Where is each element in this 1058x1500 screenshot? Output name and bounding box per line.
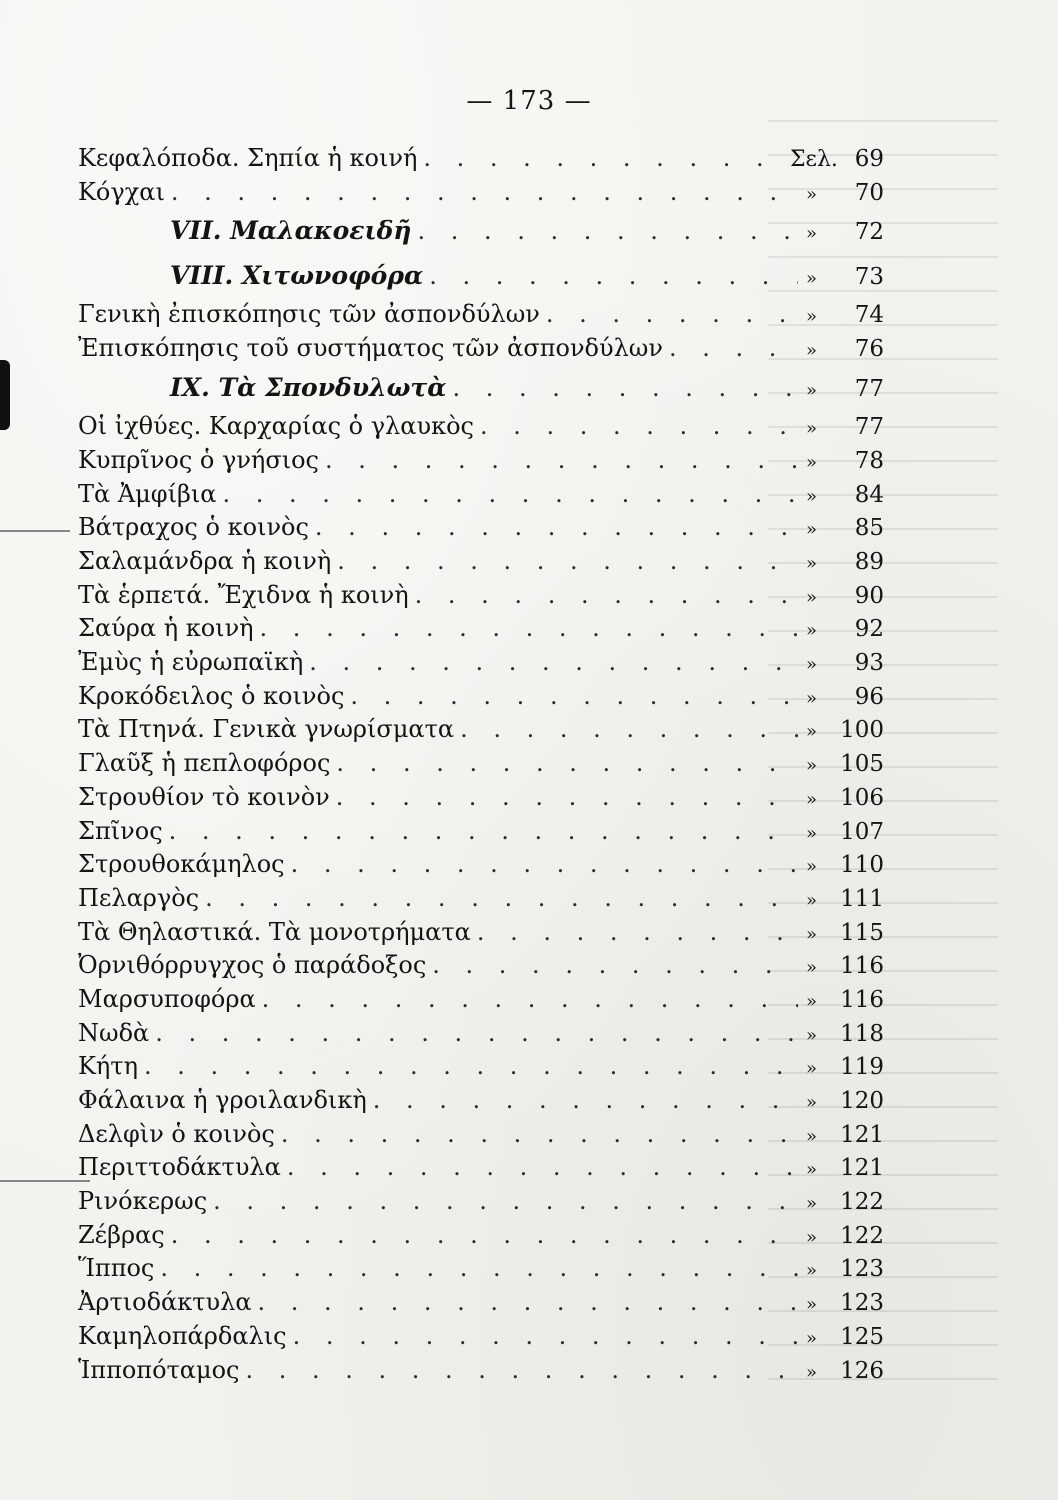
dot-leader xyxy=(205,882,798,915)
page-ref-marker: » xyxy=(806,223,818,245)
page-ref-marker: » xyxy=(806,721,818,743)
toc-page-number: 123 xyxy=(840,1290,884,1317)
toc-entry-title: Τὰ Θηλαστικά. Τὰ μονοτρήματα xyxy=(78,917,471,946)
toc-page-number: 78 xyxy=(854,447,884,474)
dot-leader xyxy=(460,713,798,746)
toc-entry xyxy=(78,612,884,646)
dot-leader xyxy=(169,815,798,848)
toc-entry xyxy=(78,1354,884,1388)
toc-entry-title: Τὰ Ἀμφίβια xyxy=(78,479,217,508)
toc-page-number: 106 xyxy=(840,784,884,811)
toc-entry-title: Ἀρτιοδάκτυλα xyxy=(78,1288,252,1317)
page-ref-marker: » xyxy=(806,1226,818,1248)
dot-leader xyxy=(213,1185,798,1218)
toc-page-number: 93 xyxy=(854,650,884,677)
page-ref-marker: » xyxy=(806,1159,818,1181)
toc-entry xyxy=(78,1252,884,1286)
toc-page-number: 126 xyxy=(840,1357,884,1384)
toc-page-number: 90 xyxy=(854,582,884,609)
dot-leader xyxy=(337,545,798,578)
toc-page-number: 73 xyxy=(854,263,884,290)
dot-leader xyxy=(669,332,798,365)
dot-leader xyxy=(262,983,798,1016)
toc-page-number: 116 xyxy=(840,986,884,1013)
toc-entry-title: Ζέβρας xyxy=(78,1220,165,1249)
dot-leader xyxy=(546,298,798,331)
toc-page-number: 92 xyxy=(854,616,884,643)
page-crease xyxy=(0,530,70,532)
toc-entry xyxy=(78,511,884,545)
toc-entry xyxy=(78,949,884,983)
toc-section-heading xyxy=(78,254,884,299)
dot-leader xyxy=(171,176,798,209)
page-ref-marker: » xyxy=(806,267,818,289)
toc-entry xyxy=(78,410,884,444)
toc-page-number: 89 xyxy=(854,549,884,575)
toc-entry xyxy=(78,332,884,366)
binding-edge-mark xyxy=(0,360,10,430)
toc-entry xyxy=(78,176,884,210)
toc-entry-title: Ὀρνιθόρρυγχος ὁ παράδοξος xyxy=(78,951,427,980)
page-crease xyxy=(0,1180,90,1182)
dot-leader xyxy=(315,511,798,544)
dot-leader xyxy=(480,410,798,443)
toc-entry-title: Ἱπποπόταμος xyxy=(78,1355,240,1384)
page-ref-marker: » xyxy=(806,1125,818,1147)
toc-entry xyxy=(78,747,884,781)
dot-leader xyxy=(429,254,798,298)
dot-leader xyxy=(373,1084,798,1117)
page-ref-marker: » xyxy=(806,856,818,878)
page-ref-marker: » xyxy=(806,586,818,608)
toc-entry-title: Καμηλοπάρδαλις xyxy=(78,1321,287,1350)
page-number: — 173 — xyxy=(466,86,592,116)
toc-entry xyxy=(78,646,884,680)
dot-leader xyxy=(309,646,798,679)
toc-entry-title: Ἐμὺς ἡ εὐρωπαϊκὴ xyxy=(78,648,304,677)
toc-entry xyxy=(78,815,884,849)
dot-leader xyxy=(293,1320,798,1353)
dot-leader xyxy=(291,848,798,881)
page-ref-marker: » xyxy=(806,1294,818,1316)
toc-page-number: 77 xyxy=(854,375,884,402)
dot-leader xyxy=(281,1118,798,1151)
toc-entry-title: VIII. Χιτωνοφόρα xyxy=(170,260,424,290)
toc-entry xyxy=(78,1084,884,1118)
dot-leader xyxy=(423,142,782,175)
toc-page-number: 70 xyxy=(854,179,884,206)
toc-entry-title: Μαρσυποφόρα xyxy=(78,984,256,1013)
toc-entry xyxy=(78,680,884,714)
toc-page-number: 72 xyxy=(854,219,884,246)
toc-entry xyxy=(78,781,884,815)
dot-leader xyxy=(477,916,798,949)
toc-entry xyxy=(78,1017,884,1051)
dot-leader xyxy=(336,747,798,780)
toc-entry xyxy=(78,478,884,512)
toc-entry xyxy=(78,142,884,176)
dot-leader xyxy=(155,1017,798,1050)
toc-page-number: 96 xyxy=(854,683,884,710)
toc-entry-title: Σαλαμάνδρα ἡ κοινὴ xyxy=(78,547,332,575)
page-ref-marker: Σελ. xyxy=(790,147,838,172)
page-ref-marker: » xyxy=(806,687,818,709)
page-ref-marker: » xyxy=(806,1193,818,1215)
toc-entry xyxy=(78,1320,884,1354)
toc-entry-title: Ἵππος xyxy=(78,1254,155,1283)
page-ref-marker: » xyxy=(806,1327,818,1349)
toc-entry xyxy=(78,848,884,882)
page-ref-marker: » xyxy=(806,755,818,777)
dot-leader xyxy=(245,1354,798,1387)
dot-leader xyxy=(258,1286,798,1319)
toc-entry-title: Κροκόδειλος ὁ κοινὸς xyxy=(78,681,345,710)
toc-entry-title: Πελαργὸς xyxy=(78,883,200,912)
page-ref-marker: » xyxy=(806,923,818,945)
page-ref-marker: » xyxy=(806,1361,818,1383)
toc-entry-title: VII. Μαλακοειδῆ xyxy=(170,216,412,246)
page-ref-marker: » xyxy=(806,889,818,911)
toc-page-number: 105 xyxy=(840,751,884,778)
toc-entry-title: Στρουθίον τὸ κοινὸν xyxy=(78,782,330,811)
toc-entry-title: Βάτραχος ὁ κοινὸς xyxy=(78,513,309,542)
toc-entry xyxy=(78,298,884,332)
dot-leader xyxy=(222,478,798,511)
toc-entry xyxy=(78,1118,884,1152)
toc-entry-title: Γενικὴ ἐπισκόπησις τῶν ἀσπονδύλων xyxy=(78,300,540,329)
dot-leader xyxy=(350,680,798,713)
toc-entry-title: Νωδὰ xyxy=(78,1018,150,1047)
toc-page-number: 74 xyxy=(854,302,884,329)
toc-entry xyxy=(78,444,884,478)
page-ref-marker: » xyxy=(806,379,818,401)
toc-entry-title: Δελφὶν ὁ κοινὸς xyxy=(78,1119,275,1148)
toc-entry-title: Γλαῦξ ἡ πεπλοφόρος xyxy=(78,749,331,778)
table-of-contents xyxy=(78,142,884,1387)
toc-entry-title: Περιττοδάκτυλα xyxy=(78,1153,281,1182)
toc-page-number: 85 xyxy=(854,515,884,542)
page-ref-marker: » xyxy=(806,183,818,205)
toc-entry xyxy=(78,545,884,579)
toc-page-number: 125 xyxy=(840,1323,884,1350)
toc-entry xyxy=(78,1050,884,1084)
toc-entry-title: Κυπρῖνος ὁ γνήσιος xyxy=(78,445,319,474)
toc-entry-title: Ἐπισκόπησις τοῦ συστήματος τῶν ἀσπονδύλων xyxy=(78,334,663,363)
toc-section-heading xyxy=(78,209,884,254)
toc-entry-title: Ρινόκερως xyxy=(78,1187,208,1216)
dot-leader xyxy=(452,366,798,410)
toc-entry-title: Τὰ Πτηνά. Γενικὰ γνωρίσματα xyxy=(78,715,455,744)
toc-page-number: 121 xyxy=(840,1121,884,1148)
toc-entry xyxy=(78,1219,884,1253)
page-ref-marker: » xyxy=(806,620,818,642)
page-ref-marker: » xyxy=(806,306,818,328)
toc-entry xyxy=(78,579,884,613)
page-ref-marker: » xyxy=(806,418,818,440)
page-ref-marker: » xyxy=(806,519,818,541)
page-ref-marker: » xyxy=(806,553,818,574)
page-ref-marker: » xyxy=(806,822,818,844)
page-ref-marker: » xyxy=(806,451,818,473)
toc-entry-title: Τὰ ἑρπετά. Ἔχιδνα ἡ κοινὴ xyxy=(78,580,409,609)
toc-page-number: 76 xyxy=(854,336,884,363)
toc-page-number: 123 xyxy=(840,1256,884,1283)
toc-entry-title: Κεφαλόποδα. Σηπία ἡ κοινή xyxy=(78,144,418,172)
dot-leader xyxy=(325,444,798,477)
toc-entry-title: Φάλαινα ἡ γροιλανδικὴ xyxy=(78,1086,367,1114)
page-ref-marker: » xyxy=(806,1058,818,1080)
toc-page-number: 122 xyxy=(840,1189,884,1216)
dot-leader xyxy=(336,781,798,814)
dot-leader xyxy=(415,579,798,612)
toc-page-number: 122 xyxy=(840,1222,884,1249)
page-ref-marker: » xyxy=(806,788,818,810)
page-ref-marker: » xyxy=(806,990,818,1012)
toc-page-number: 111 xyxy=(840,885,884,912)
toc-page-number: 121 xyxy=(840,1155,884,1182)
page-ref-marker: » xyxy=(806,340,818,362)
toc-entry xyxy=(78,983,884,1017)
toc-page-number: 69 xyxy=(854,146,884,172)
dot-leader xyxy=(287,1151,798,1184)
toc-page-number: 116 xyxy=(840,953,884,980)
dot-leader xyxy=(432,949,798,982)
toc-entry xyxy=(78,713,884,747)
page-ref-marker: » xyxy=(806,1024,818,1046)
toc-entry-title: Στρουθοκάμηλος xyxy=(78,850,285,879)
toc-entry-title: IX. Τὰ Σπονδυλωτὰ xyxy=(170,372,447,402)
dot-leader xyxy=(144,1050,798,1083)
toc-entry xyxy=(78,916,884,950)
toc-section-heading xyxy=(78,366,884,411)
toc-page-number: 118 xyxy=(840,1020,884,1047)
toc-entry-title: Σαύρα ἡ κοινὴ xyxy=(78,614,254,643)
toc-entry-title: Κήτη xyxy=(78,1052,138,1081)
toc-entry-title: Οἱ ἰχθύες. Καρχαρίας ὁ γλαυκὸς xyxy=(78,412,474,441)
page-ref-marker: » xyxy=(806,1092,818,1113)
toc-entry-title: Κόγχαι xyxy=(78,177,165,206)
toc-entry-title: Σπῖνος xyxy=(78,816,163,845)
toc-entry xyxy=(78,1185,884,1219)
dot-leader xyxy=(260,612,798,645)
toc-page-number: 100 xyxy=(840,717,884,744)
page-ref-marker: » xyxy=(806,485,818,507)
toc-entry xyxy=(78,1286,884,1320)
page-ref-marker: » xyxy=(806,1260,818,1282)
toc-page-number: 120 xyxy=(840,1088,884,1114)
toc-entry xyxy=(78,1151,884,1185)
toc-page-number: 84 xyxy=(854,481,884,508)
toc-page-number: 110 xyxy=(840,852,884,879)
toc-page-number: 107 xyxy=(840,818,884,845)
toc-page-number: 119 xyxy=(840,1054,884,1081)
toc-page-number: 77 xyxy=(854,414,884,441)
toc-page-number: 115 xyxy=(840,919,884,946)
dot-leader xyxy=(171,1219,798,1252)
dot-leader xyxy=(417,209,798,253)
page-ref-marker: » xyxy=(806,654,818,676)
toc-entry xyxy=(78,882,884,916)
dot-leader xyxy=(160,1252,798,1285)
page-ref-marker: » xyxy=(806,957,818,979)
